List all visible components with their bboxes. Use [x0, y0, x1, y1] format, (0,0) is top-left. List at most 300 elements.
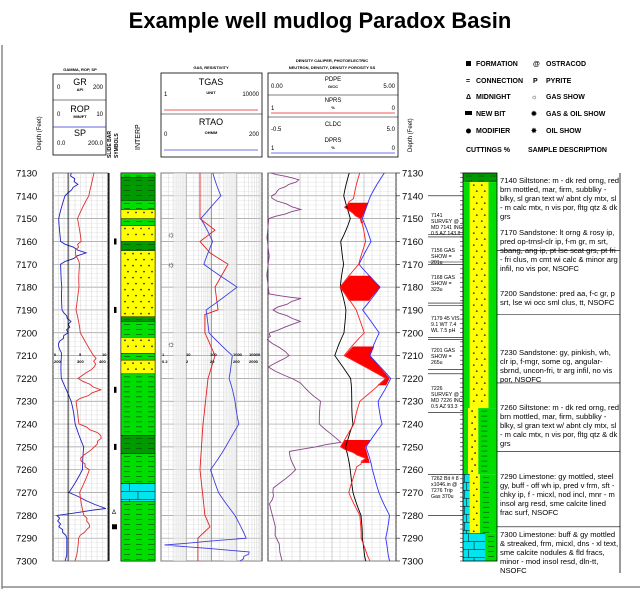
lithology-layer-sand — [121, 360, 155, 374]
sand-dot — [481, 196, 483, 198]
svg-text:FORMATION: FORMATION — [476, 61, 518, 68]
sand-dot — [476, 262, 478, 264]
sand-dot — [473, 518, 475, 520]
sand-dot — [143, 271, 145, 273]
depth-tick-label: 7290 — [402, 533, 424, 545]
sand-dot — [151, 212, 153, 214]
sand-dot — [473, 482, 475, 484]
svg-text:OSTRACOD: OSTRACOD — [546, 61, 587, 68]
sand-dot — [476, 322, 478, 324]
svg-text:INTERP: INTERP — [135, 124, 142, 150]
sand-dot — [135, 259, 137, 261]
sand-dot — [476, 202, 478, 204]
annotation-bit-trip-7262: 7262 Bit # 8 x1046.in @ 7276 Trip Gas 370u — [431, 476, 459, 500]
sand-dot — [127, 271, 129, 273]
sand-dot — [476, 190, 478, 192]
depth-tick-label: 7240 — [402, 419, 424, 431]
sand-dot — [148, 362, 150, 364]
sand-dot — [476, 226, 478, 228]
sand-dot — [135, 283, 137, 285]
sand-dot — [476, 500, 478, 502]
svg-text:SYMBOLS: SYMBOLS — [114, 133, 120, 158]
svg-text:400: 400 — [99, 359, 106, 364]
depth-tick-label: 7170 — [402, 259, 424, 271]
lithology-layer-silt — [121, 374, 155, 436]
depth-tick-label: 7300 — [402, 556, 424, 568]
annotation-gas-show-7156: 7156 GAS SHOW = 201u — [431, 248, 455, 266]
annotation-survey-7226: 7226 SURVEY @ MD 7226 INC 0.5 AZ 93.3 — [431, 386, 463, 410]
svg-text:API: API — [76, 87, 84, 92]
sand-dot — [127, 259, 129, 261]
sand-dot — [135, 271, 137, 273]
sand-dot — [473, 352, 475, 354]
cuttings-part-silt — [480, 474, 497, 533]
description-column — [500, 176, 620, 575]
annotation-gas-show-7168: 7168 GAS SHOW = 323u — [431, 275, 455, 293]
sand-dot — [124, 228, 126, 230]
midnight-icon: Δ — [112, 509, 117, 516]
sand-dot — [476, 394, 478, 396]
description-7170: 7170 Sandstone: lt orng & rosy ip, pred op-trnsl-clr ip, f-m gr, m srt, sbang, ang ip, pt lse scat grs, pt fri - fri clus, m cmt wi calc & minor arg infil, no vis por, NSOFC — [500, 228, 618, 273]
sand-dot — [143, 234, 145, 236]
sand-dot — [473, 292, 475, 294]
sand-dot — [481, 352, 483, 354]
svg-text:200.0: 200.0 — [87, 141, 103, 147]
depth-tick-label: 7180 — [16, 282, 38, 294]
sand-dot — [132, 301, 134, 303]
sand-dot — [124, 313, 126, 315]
ostracod-icon: @ — [533, 61, 540, 68]
depth-tick-label: 7140 — [402, 191, 424, 203]
svg-text:MODIFIER: MODIFIER — [476, 128, 511, 135]
sand-dot — [151, 234, 153, 236]
slide-bar-icon — [114, 444, 117, 450]
sand-dot — [471, 446, 473, 448]
svg-text:MIDNIGHT: MIDNIGHT — [476, 94, 511, 101]
cuttings-part-silt — [489, 182, 498, 408]
lithology-layer-silt — [121, 502, 155, 561]
legend — [465, 61, 607, 154]
new-bit-icon — [465, 111, 472, 115]
svg-text:TGAS: TGAS — [198, 77, 224, 87]
sand-dot — [474, 428, 476, 430]
depth-tick-label: 7260 — [16, 465, 38, 477]
sand-dot — [471, 470, 473, 472]
svg-text:200: 200 — [92, 85, 103, 91]
sand-dot — [124, 301, 126, 303]
midnight-icon: Δ — [466, 94, 472, 101]
sand-dot — [471, 458, 473, 460]
depth-tick-label: 7150 — [16, 214, 38, 226]
sand-dot — [476, 274, 478, 276]
svg-text:0.2: 0.2 — [162, 359, 168, 364]
depth-tick-label: 7290 — [16, 533, 38, 545]
svg-text:10000: 10000 — [249, 352, 261, 357]
sand-dot — [481, 376, 483, 378]
sand-dot — [473, 280, 475, 282]
svg-text:0: 0 — [54, 352, 57, 357]
depth-tick-label: 7270 — [402, 488, 424, 500]
sand-dot — [124, 362, 126, 364]
sand-dot — [143, 368, 145, 370]
sand-dot — [140, 301, 142, 303]
sand-dot — [476, 250, 478, 252]
lithology-layer-sand — [121, 210, 155, 219]
sand-dot — [481, 232, 483, 234]
svg-text:0: 0 — [57, 112, 61, 118]
depth-tick-label: 7300 — [16, 556, 38, 568]
sand-dot — [148, 339, 150, 341]
sand-dot — [148, 228, 150, 230]
lithology-layer-silt — [121, 219, 155, 226]
sand-dot — [127, 283, 129, 285]
svg-text:0.0: 0.0 — [57, 141, 66, 147]
slide-bar-icon — [114, 238, 117, 244]
sand-dot — [127, 212, 129, 214]
sand-dot — [473, 232, 475, 234]
cuttings-part-sand — [470, 182, 489, 408]
sand-dot — [481, 220, 483, 222]
depth-tick-label: 7140 — [16, 191, 38, 203]
sand-dot — [473, 506, 475, 508]
svg-text:UNIT: UNIT — [206, 90, 216, 95]
sand-dot — [151, 271, 153, 273]
depth-tick-label: 7170 — [16, 259, 38, 271]
sample-description-heading: SAMPLE DESCRIPTION — [528, 147, 607, 154]
sand-dot — [132, 313, 134, 315]
sand-dot — [473, 220, 475, 222]
sand-dot — [151, 259, 153, 261]
sand-dot — [471, 434, 473, 436]
svg-text:300: 300 — [77, 359, 84, 364]
sand-dot — [484, 226, 486, 228]
depth-tick-label: 7240 — [16, 419, 38, 431]
description-7140: 7140 Siltstone: m - dk red orng, red brn mottled, mar, firm, subblky - blky, sl gran text w/ abnt cly mtx, sl - m calc mtx, n vis por, fltg qtz & dk grs — [500, 176, 620, 221]
description-7200: 7200 Sandstone: pred aa, f-c gr, p srt, lse wi occ sml clus, tt, NSOFC — [500, 289, 615, 307]
sand-dot — [143, 295, 145, 297]
depth-tick-label: 7250 — [16, 442, 38, 454]
depth-tick-label: 7190 — [16, 305, 38, 317]
lithology-layer-silt — [121, 173, 155, 178]
sand-dot — [481, 256, 483, 258]
sand-dot — [135, 295, 137, 297]
lithology-layer-sand — [121, 225, 155, 241]
svg-text:10: 10 — [96, 112, 103, 118]
modifier-icon — [466, 129, 471, 134]
annotation-survey-7141: 7141 SURVEY @ MD 7141 INC 0.5 AZ 143.8 — [431, 213, 463, 237]
svg-text:20: 20 — [210, 359, 215, 364]
sand-dot — [484, 274, 486, 276]
page-title: Example well mudlog Paradox Basin — [128, 8, 512, 33]
svg-text:PYRITE: PYRITE — [546, 78, 572, 85]
sand-dot — [484, 346, 486, 348]
sand-dot — [476, 382, 478, 384]
sand-dot — [476, 358, 478, 360]
sand-dot — [127, 295, 129, 297]
cuttings-part-sand — [470, 474, 480, 533]
depth-tick-label: 7280 — [402, 510, 424, 522]
sand-dot — [481, 244, 483, 246]
sand-dot — [140, 228, 142, 230]
slide-bar-icon — [114, 307, 117, 313]
sand-dot — [151, 283, 153, 285]
description-7290: 7290 Limestone: gy mottled, steel gy, buff - off wh ip, pred v frm, sft - chky ip, f - micxl, nod incl, mnr - m insol arg resd, sme calcite lined frac surf, NSOFC — [500, 472, 615, 517]
sand-dot — [476, 346, 478, 348]
sand-dot — [473, 364, 475, 366]
sand-dot — [473, 196, 475, 198]
sand-dot — [476, 286, 478, 288]
sand-dot — [124, 265, 126, 267]
sand-dot — [148, 253, 150, 255]
sand-dot — [473, 340, 475, 342]
svg-text:G/CC: G/CC — [328, 84, 338, 89]
sand-dot — [476, 238, 478, 240]
sand-dot — [474, 452, 476, 454]
sand-dot — [135, 307, 137, 309]
sand-dot — [484, 214, 486, 216]
svg-text:200: 200 — [54, 359, 61, 364]
sand-dot — [135, 368, 137, 370]
svg-text:1: 1 — [164, 92, 168, 98]
gas-oil-show-icon: ✹ — [531, 111, 537, 118]
track1-caption: GAMMA, ROP, SP — [63, 67, 97, 72]
sand-dot — [151, 295, 153, 297]
sand-dot — [135, 212, 137, 214]
sand-dot — [151, 345, 153, 347]
sand-dot — [140, 253, 142, 255]
svg-text:0: 0 — [391, 106, 395, 112]
depth-axis-label: Depth (Feet) — [37, 116, 43, 150]
sand-dot — [481, 388, 483, 390]
sand-dot — [132, 362, 134, 364]
sand-dot — [140, 289, 142, 291]
sand-dot — [127, 234, 129, 236]
sand-dot — [473, 268, 475, 270]
svg-text:SLIDE BAR: SLIDE BAR — [107, 131, 113, 158]
sand-dot — [132, 228, 134, 230]
sand-dot — [151, 307, 153, 309]
gr-label: GR — [73, 77, 87, 87]
sand-dot — [127, 307, 129, 309]
sand-dot — [471, 410, 473, 412]
depth-tick-label: 7210 — [402, 351, 424, 363]
sand-dot — [473, 184, 475, 186]
svg-text:200: 200 — [233, 359, 240, 364]
sand-dot — [481, 316, 483, 318]
sand-dot — [124, 289, 126, 291]
depth-tick-label: 7210 — [16, 351, 38, 363]
sand-dot — [143, 283, 145, 285]
sand-dot — [481, 400, 483, 402]
svg-text:%: % — [331, 145, 335, 150]
sand-dot — [484, 238, 486, 240]
sand-dot — [148, 277, 150, 279]
svg-text:5: 5 — [79, 352, 82, 357]
sand-dot — [135, 345, 137, 347]
new-bit-icon — [112, 524, 117, 529]
sand-dot — [473, 530, 475, 532]
depth-tick-label: 7130 — [16, 168, 38, 180]
sand-dot — [473, 244, 475, 246]
sand-dot — [481, 184, 483, 186]
sand-dot — [484, 286, 486, 288]
sand-dot — [473, 208, 475, 210]
sand-dot — [484, 394, 486, 396]
svg-text:0: 0 — [391, 146, 395, 152]
annotation-gas-show-7201: 7201 GAS SHOW = 265u — [431, 348, 455, 366]
gas-show-icon: ☼ — [167, 339, 176, 350]
svg-text:NPRS: NPRS — [324, 98, 342, 104]
sand-dot — [124, 339, 126, 341]
sand-dot — [473, 316, 475, 318]
sand-dot — [148, 265, 150, 267]
sand-dot — [140, 265, 142, 267]
sand-dot — [476, 334, 478, 336]
sand-dot — [476, 476, 478, 478]
sand-dot — [484, 298, 486, 300]
gas-show-icon: ☼ — [531, 94, 538, 101]
svg-text:CONNECTION: CONNECTION — [476, 78, 524, 85]
sand-dot — [132, 253, 134, 255]
sand-dot — [473, 304, 475, 306]
depth-tick-label: 7280 — [16, 510, 38, 522]
svg-text:DPRS: DPRS — [324, 138, 342, 144]
depth-tick-label: 7200 — [402, 328, 424, 340]
sp-label: SP — [73, 128, 87, 138]
description-7230: 7230 Sandstone: gy, pinkish, wh, clr ip, f-mgr, some cg, angular-sbrnd, uncon-fri, tr arg infil, no vis por, NSOFC — [500, 348, 613, 384]
svg-text:DENSITY CALIPER, PHOTOELECTRIC: DENSITY CALIPER, PHOTOELECTRIC — [295, 58, 369, 63]
oil-show-icon: ✸ — [531, 128, 537, 135]
sand-dot — [473, 376, 475, 378]
sand-dot — [476, 512, 478, 514]
lithology-layer-silt — [121, 353, 155, 360]
formation-icon — [466, 61, 471, 66]
svg-text:0: 0 — [164, 132, 168, 138]
sand-dot — [143, 212, 145, 214]
lithology-layer-silt_dark — [121, 317, 155, 322]
sand-dot — [476, 310, 478, 312]
sand-dot — [148, 301, 150, 303]
sand-dot — [473, 388, 475, 390]
depth-tick-label: 7220 — [16, 373, 38, 385]
svg-text:0: 0 — [57, 85, 61, 91]
sand-dot — [473, 328, 475, 330]
sand-dot — [140, 313, 142, 315]
sand-dot — [132, 289, 134, 291]
sand-dot — [481, 280, 483, 282]
sand-dot — [143, 345, 145, 347]
cuttings-part-silt — [478, 408, 497, 474]
depth-tick-label: 7250 — [402, 442, 424, 454]
svg-text:GAS SHOW: GAS SHOW — [546, 94, 585, 101]
sand-dot — [127, 368, 129, 370]
svg-text:CLDC: CLDC — [324, 122, 342, 128]
sand-dot — [124, 277, 126, 279]
svg-text:10: 10 — [186, 352, 191, 357]
depth-tick-label: 7160 — [16, 236, 38, 248]
svg-text:5.00: 5.00 — [383, 84, 395, 90]
sand-dot — [124, 253, 126, 255]
sand-dot — [148, 313, 150, 315]
depth-tick-label: 7180 — [402, 282, 424, 294]
sand-dot — [140, 339, 142, 341]
svg-text:Depth (Feet): Depth (Feet) — [408, 118, 414, 152]
depth-tick-label: 7150 — [402, 214, 424, 226]
sand-dot — [484, 310, 486, 312]
svg-text:1: 1 — [162, 352, 165, 357]
cuttings-part-silt — [463, 182, 470, 408]
sand-dot — [481, 340, 483, 342]
sand-dot — [140, 362, 142, 364]
sand-dot — [481, 292, 483, 294]
sand-dot — [148, 289, 150, 291]
sand-dot — [481, 208, 483, 210]
lithology-layer-sand — [121, 251, 155, 317]
sand-dot — [473, 256, 475, 258]
svg-text:PDPE: PDPE — [324, 77, 342, 83]
svg-text:%: % — [331, 105, 335, 110]
lithology-layer-silt — [121, 454, 155, 484]
cuttings-part-silt — [463, 408, 468, 474]
sand-dot — [476, 524, 478, 526]
svg-text:1: 1 — [271, 106, 275, 112]
annotation-mud-properties-7179: 7179 45 VIS 9.1 WT 7.4 WL 7.5 pH — [431, 316, 460, 334]
sand-dot — [484, 358, 486, 360]
sand-dot — [471, 422, 473, 424]
sand-dot — [135, 234, 137, 236]
svg-text:10000: 10000 — [242, 92, 259, 98]
rop-label: ROP — [70, 104, 90, 114]
lithology-layer-silt_dark — [121, 178, 155, 201]
description-7300: 7300 Limestone: buff & gy mottled & streaked, frm, micxl, dns - xl text, sme calcite nodules & fld fracs, minor - mod insol resd, dln-tt, NSOFC — [500, 530, 619, 575]
sand-dot — [484, 370, 486, 372]
sand-dot — [474, 416, 476, 418]
svg-text:OIL SHOW: OIL SHOW — [546, 128, 582, 135]
gas-show-icon: ☼ — [167, 229, 176, 240]
sand-dot — [132, 277, 134, 279]
cuttings-heading: CUTTINGS % — [466, 147, 510, 154]
svg-text:RTAO: RTAO — [198, 117, 224, 127]
gas-show-icon: ☼ — [167, 259, 176, 270]
sand-dot — [143, 307, 145, 309]
sand-dot — [484, 322, 486, 324]
cuttings-part-sand — [468, 408, 478, 474]
sand-dot — [474, 464, 476, 466]
track2-caption: GAS, RESISTIVITY — [193, 65, 229, 70]
sand-dot — [151, 368, 153, 370]
pyrite-icon: P — [533, 78, 538, 85]
sand-dot — [473, 494, 475, 496]
svg-text:2000: 2000 — [249, 359, 258, 364]
sand-dot — [484, 250, 486, 252]
connection-icon: = — [466, 78, 471, 85]
svg-text:MIN/FT: MIN/FT — [73, 114, 87, 119]
sand-dot — [484, 382, 486, 384]
sand-dot — [127, 345, 129, 347]
sand-dot — [484, 262, 486, 264]
svg-text:5.0: 5.0 — [386, 127, 395, 133]
svg-text:GAS & OIL SHOW: GAS & OIL SHOW — [546, 111, 606, 118]
svg-text:100: 100 — [210, 352, 217, 357]
annotation-column — [431, 213, 463, 500]
svg-text:NEUTRON, DENSITY, DENSITY PORO: NEUTRON, DENSITY, DENSITY POROSITY SS — [288, 65, 376, 70]
depth-tick-label: 7200 — [16, 328, 38, 340]
depth-tick-label: 7160 — [402, 236, 424, 248]
svg-text:0.00: 0.00 — [271, 84, 283, 90]
sand-dot — [484, 202, 486, 204]
depth-tick-label: 7230 — [16, 396, 38, 408]
sand-dot — [132, 265, 134, 267]
